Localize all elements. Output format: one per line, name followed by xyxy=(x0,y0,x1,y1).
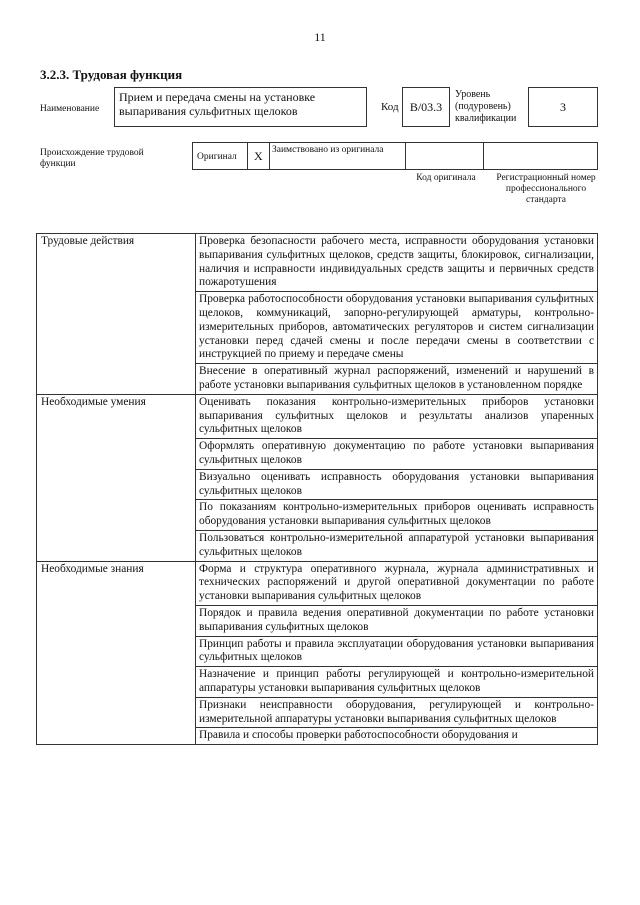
category-required-skills: Необходимые умения xyxy=(37,394,196,561)
level-value: 3 xyxy=(528,87,598,127)
code-label: Код xyxy=(381,101,399,113)
code-original-caption: Код оригинала xyxy=(416,173,476,183)
table-cell: Пользоваться контрольно-измерительной аппаратурой установки выпаривания сульфитных щелоков xyxy=(196,530,598,561)
level-label: Уровень (подуровень) квалификации xyxy=(455,89,517,124)
table-cell: Внесение в оперативный журнал распоряжений, изменений и нарушений в работе установки выпаривания сульфитных щелоков в установленном порядке xyxy=(196,364,598,395)
page-number: 11 xyxy=(314,30,326,44)
function-name: Прием и передача смены на установке выпаривания сульфитных щелоков xyxy=(114,87,367,127)
table-cell: Форма и структура оперативного журнала, журнала административных и технических распоряжений и другой оперативной документации по работе установки выпаривания сульфитных щелоков xyxy=(196,561,598,605)
table-row xyxy=(37,561,598,605)
table-cell: Проверка работоспособности оборудования установки выпаривания сульфитных щелоков, коммуникаций, запорно-регулирующей арматуры, контрольно-измерительных приборов, автоматических регуляторов и систем сигнализации установки перед сдачей смены и после передачи смены в соответствии с инструкцией по приему и передаче смены xyxy=(196,292,598,364)
table-cell: Порядок и правила ведения оперативной документации по работе установки выпаривания сульфитных щелоков xyxy=(196,605,598,636)
table-cell: Оформлять оперативную документацию по работе установки выпаривания сульфитных щелоков xyxy=(196,439,598,470)
table-cell: Оценивать показания контрольно-измерительных приборов установки выпаривания сульфитных щелоков и результаты анализов упаренных сульфитных щелоков xyxy=(196,394,598,438)
table-cell: Визуально оценивать исправность оборудования установки выпаривания сульфитных щелоков xyxy=(196,469,598,500)
category-required-knowledge: Необходимые знания xyxy=(37,561,196,745)
function-details-table xyxy=(36,233,598,745)
table-cell: Проверка безопасности рабочего места, исправности оборудования установки выпаривания сульфитных щелоков, средств защиты, блокировок, сигнализации, наличия и исправности индивидуальных средств защиты и первичных средств пожаротушения xyxy=(196,234,598,292)
table-row xyxy=(37,234,598,292)
section-heading: 3.2.3. Трудовая функция xyxy=(40,67,183,82)
table-cell: По показаниям контрольно-измерительных приборов оценивать исправность оборудования установки выпаривания сульфитных щелоков xyxy=(196,500,598,531)
category-labor-actions: Трудовые действия xyxy=(37,234,196,395)
reg-number-caption: Регистрационный номер профессионального стандарта xyxy=(496,173,596,205)
table-cell: Назначение и принцип работы регулирующей и контрольно-измерительной аппаратуры установки выпаривания сульфитных щелоков xyxy=(196,667,598,698)
original-mark: X xyxy=(254,149,263,163)
table-cell: Принцип работы и правила эксплуатации оборудования установки выпаривания сульфитных щелоков xyxy=(196,636,598,667)
table-cell: Правила и способы проверки работоспособности оборудования и xyxy=(196,728,598,745)
origin-label: Происхождение трудовой функции xyxy=(40,148,144,169)
table-row xyxy=(37,394,598,438)
borrowed-label: Заимствовано из оригинала xyxy=(272,145,384,155)
code-value: B/03.3 xyxy=(402,87,450,127)
table-cell: Признаки неисправности оборудования, регулирующей и контрольно-измерительной аппаратуры установки выпаривания сульфитных щелоков xyxy=(196,697,598,728)
name-label: Наименование xyxy=(40,104,100,114)
original-label: Оригинал xyxy=(197,152,237,162)
